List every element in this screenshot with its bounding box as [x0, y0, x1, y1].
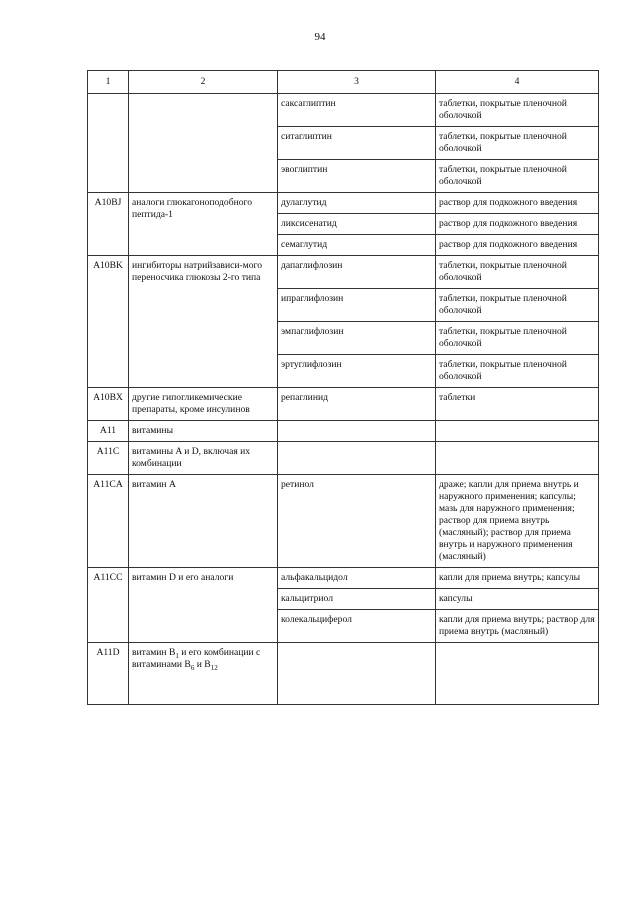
- atc-code-cell: A11C: [88, 442, 129, 475]
- group-name-cell: витамины A и D, включая их комбинации: [129, 442, 278, 475]
- table-row: [88, 256, 599, 289]
- dosage-form-cell: раствор для подкожного введения: [436, 235, 599, 256]
- column-header: 4: [436, 71, 599, 94]
- substance-cell: альфакальцидол: [278, 568, 436, 589]
- page-number: 94: [314, 31, 326, 43]
- substance-cell: кальцитриол: [278, 589, 436, 610]
- dosage-form-cell: драже; капли для приема внутрь и наружного применения; капсулы; мазь для наружного применения; раствор для приема внутрь (масляный); раствор для приема внутрь и наружного применения (масляный): [436, 475, 599, 568]
- dosage-form-cell: таблетки, покрытые пленочной оболочкой: [436, 289, 599, 322]
- dosage-form-cell: таблетки: [436, 388, 599, 421]
- substance-cell: саксаглиптин: [278, 94, 436, 127]
- group-name-cell: аналоги глюкагоноподобного пептида-1: [129, 193, 278, 256]
- table-row: [88, 475, 599, 568]
- substance-cell: дапаглифлозин: [278, 256, 436, 289]
- substance-cell: репаглинид: [278, 388, 436, 421]
- atc-code-cell: A11CA: [88, 475, 129, 568]
- substance-cell: эртуглифлозин: [278, 355, 436, 388]
- dosage-form-cell: капли для приема внутрь; капсулы: [436, 568, 599, 589]
- table-row: [88, 388, 599, 421]
- column-header: 2: [129, 71, 278, 94]
- substance-cell: [278, 442, 436, 475]
- substance-cell: ситаглиптин: [278, 127, 436, 160]
- group-name-cell: витамин D и его аналоги: [129, 568, 278, 643]
- dosage-form-cell: раствор для подкожного введения: [436, 214, 599, 235]
- table-row: [88, 193, 599, 214]
- group-name-cell: витамин A: [129, 475, 278, 568]
- substance-cell: ипраглифлозин: [278, 289, 436, 322]
- group-name-cell: витамины: [129, 421, 278, 442]
- atc-code-cell: A11: [88, 421, 129, 442]
- substance-cell: колекальциферол: [278, 610, 436, 643]
- group-name-text: и B: [194, 659, 211, 670]
- group-name-cell: [129, 94, 278, 193]
- subscript: 12: [210, 663, 218, 672]
- dosage-form-cell: таблетки, покрытые пленочной оболочкой: [436, 127, 599, 160]
- dosage-form-cell: капсулы: [436, 589, 599, 610]
- dosage-form-cell: таблетки, покрытые пленочной оболочкой: [436, 160, 599, 193]
- dosage-form-cell: таблетки, покрытые пленочной оболочкой: [436, 322, 599, 355]
- table-row: [88, 643, 599, 705]
- table-row: [88, 421, 599, 442]
- substance-cell: эвоглиптин: [278, 160, 436, 193]
- substance-cell: дулаглутид: [278, 193, 436, 214]
- dosage-form-cell: [436, 421, 599, 442]
- dosage-form-cell: таблетки, покрытые пленочной оболочкой: [436, 256, 599, 289]
- table-row: [88, 94, 599, 127]
- subscript: 1: [175, 651, 179, 660]
- atc-code-cell: A11CC: [88, 568, 129, 643]
- dosage-form-cell: [436, 442, 599, 475]
- column-header: 1: [88, 71, 129, 94]
- group-name-text: и его комбинации с витаминами B: [132, 647, 261, 670]
- dosage-form-cell: раствор для подкожного введения: [436, 193, 599, 214]
- group-name-text: витамин B: [132, 647, 176, 658]
- dosage-form-cell: капли для приема внутрь; раствор для приема внутрь (масляный): [436, 610, 599, 643]
- substance-cell: ретинол: [278, 475, 436, 568]
- dosage-form-cell: [436, 643, 599, 705]
- substance-cell: [278, 421, 436, 442]
- atc-code-cell: A10BK: [88, 256, 129, 388]
- atc-code-cell: A10BX: [88, 388, 129, 421]
- group-name-cell: другие гипогликемические препараты, кроме инсулинов: [129, 388, 278, 421]
- group-name-cell: [129, 643, 278, 705]
- substance-cell: эмпаглифлозин: [278, 322, 436, 355]
- drug-table: [87, 70, 599, 705]
- dosage-form-cell: таблетки, покрытые пленочной оболочкой: [436, 355, 599, 388]
- atc-code-cell: A10BJ: [88, 193, 129, 256]
- subscript: 6: [190, 663, 195, 672]
- table-header-row: [88, 71, 599, 94]
- atc-code-cell: A11D: [88, 643, 129, 705]
- table-row: [88, 568, 599, 589]
- substance-cell: [278, 643, 436, 705]
- group-name-cell: ингибиторы натрийзависи-мого переносчика глюкозы 2-го типа: [129, 256, 278, 388]
- table-row: [88, 442, 599, 475]
- atc-code-cell: [88, 94, 129, 193]
- column-header: 3: [278, 71, 436, 94]
- substance-cell: ликсисенатид: [278, 214, 436, 235]
- dosage-form-cell: таблетки, покрытые пленочной оболочкой: [436, 94, 599, 127]
- substance-cell: семаглутид: [278, 235, 436, 256]
